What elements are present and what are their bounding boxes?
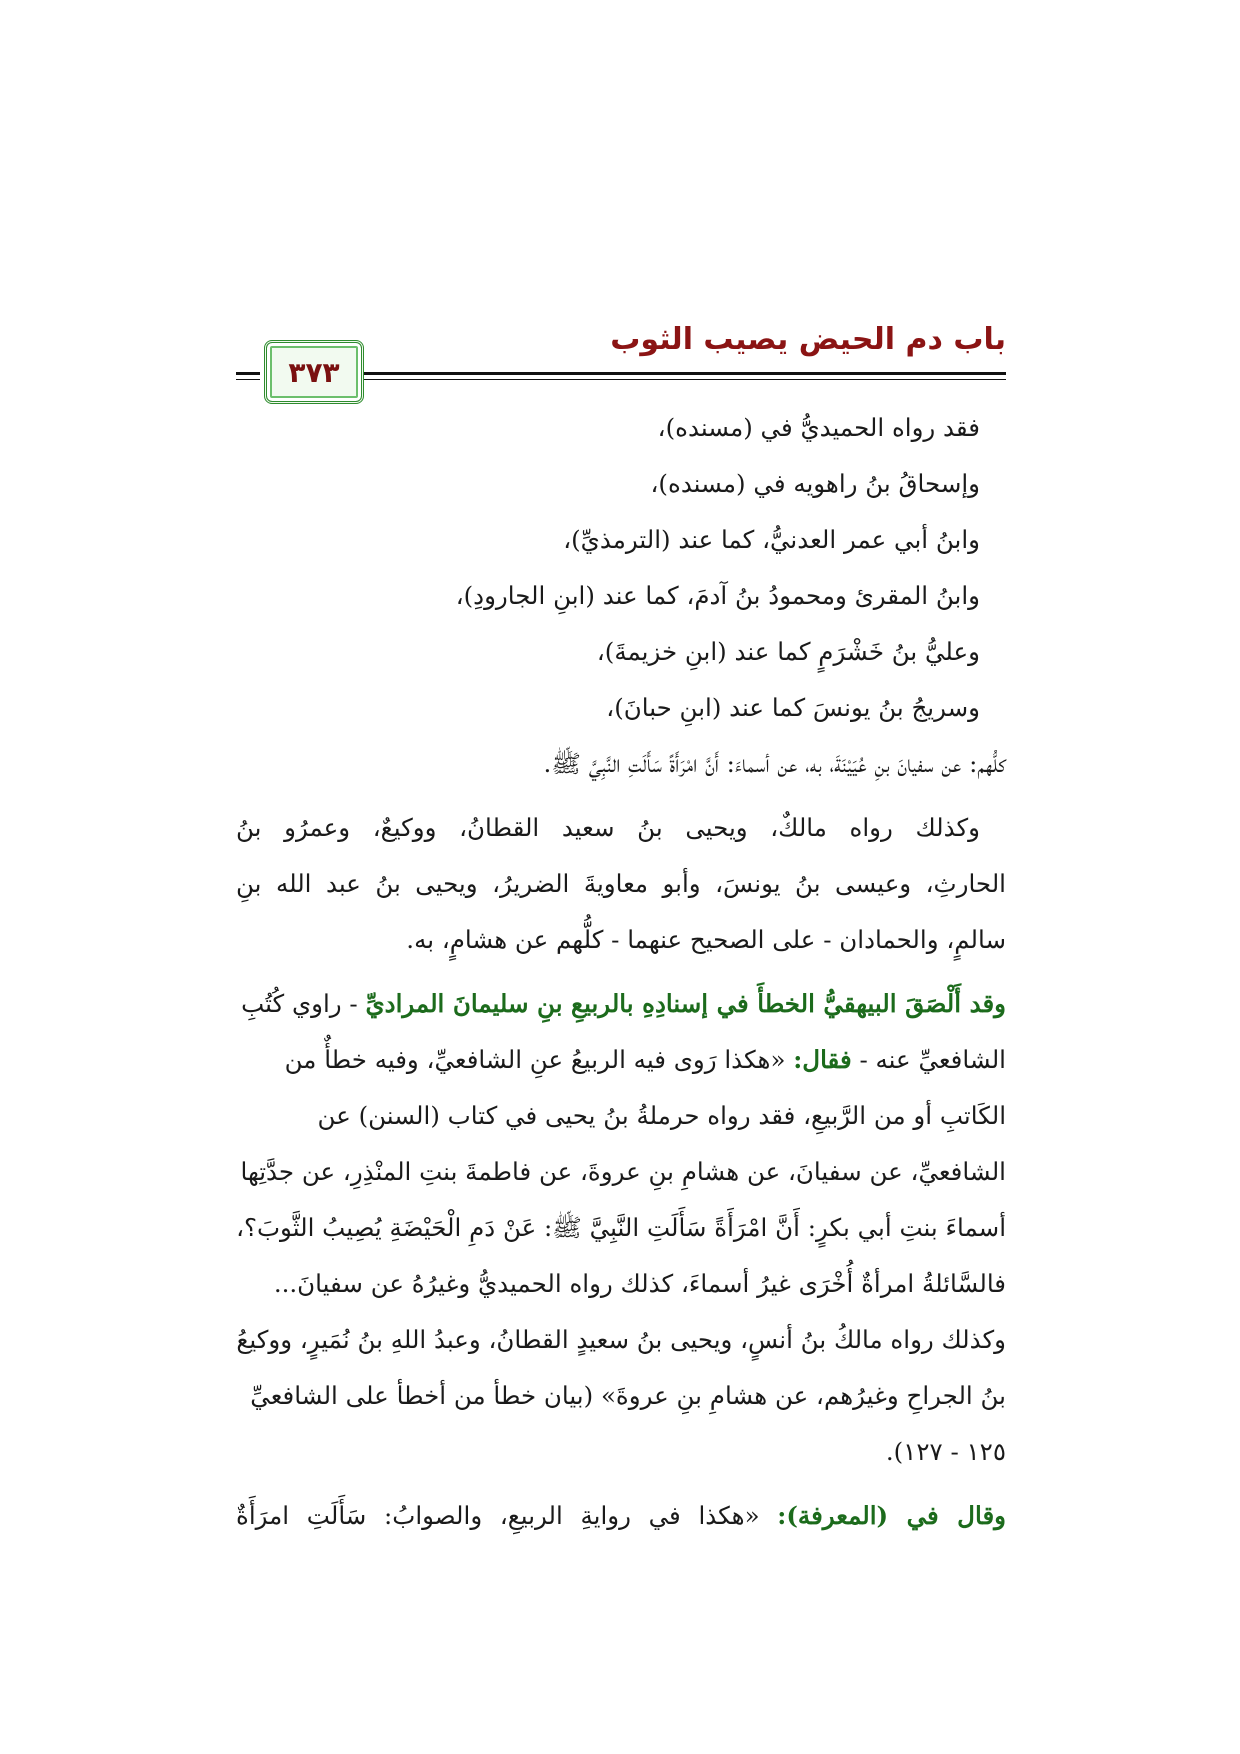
header-rule-left (236, 372, 260, 375)
text-line: كلُّهم: عن سفيانَ بنِ عُيَيْنَةَ، به، عن أسماءَ: أَنَّ امْرَأَةً سَأَلَتِ النَّبِيَّ ﷺ. (543, 749, 1006, 778)
text-line: الحارثِ، وعيسى بنُ يونسَ، وأبو معاويةَ الضريرُ، ويحيى بنُ عبد الله بنِ (236, 869, 1006, 898)
paragraph-text: «هكذا في روايةِ الربيعِ، والصوابُ: سَأَلَتِ امرَأَةٌ (236, 1501, 778, 1530)
header-rule-left-thin (236, 379, 260, 380)
text-line: وكذلك رواه مالكٌ، ويحيى بنُ سعيد القطانُ، ووكيعٌ، وعمرُو بنُ (236, 813, 980, 842)
header-rule-right (364, 372, 1006, 375)
page-body (236, 400, 1006, 1544)
page-header (236, 318, 1006, 389)
text-line: وابنُ المقرئ ومحمودُ بنُ آدمَ، كما عند (ابنِ الجارودِ)، (455, 581, 980, 610)
chapter-title: باب دم الحيض يصيب الثوب (610, 322, 1006, 357)
paragraph-text: «هكذا رَوى فيه الربيعُ عنِ الشافعيِّ، وفيه خطأٌ من الكَاتبِ أو من الرَّبيعِ، فقد رواه حرملةُ بنُ يحيى في كتاب (السنن) عن الشافعيِّ، عن سفيانَ، عن هشامِ بنِ عروةَ، عن فاطمةَ بنتِ المنْذِرِ، عن جدَّتِها أسماءَ بنتِ أبي بكرٍ: أَنَّ امْرَأَةً سَأَلَتِ النَّبِيَّ ﷺ: عَنْ دَمِ الْحَيْضَةِ يُصِيبُ الثَّوبَ؟، فالسَّائلةُ امرأةٌ أُخْرَى غيرُ أسماءَ، كذلك رواه الحميديُّ وغيرُهُ عن سفيانَ... وكذلك رواه مالكُ بنُ أنسٍ، ويحيى بنُ سعيدٍ القطانُ، وعبدُ اللهِ بنُ نُمَيرٍ، ووكيعُ بنُ الجراحِ وغيرُهم، عن هشامِ بنِ عروةَ» (بيان خطأ من أخطأ على الشافعيِّ ١٢٥ - ١٢٧). (236, 1045, 1006, 1466)
highlighted-text: وقد أَلْصَقَ البيهقيُّ الخطأَ في إسنادِهِ بالربيعِ بنِ سليمانَ المراديِّ (365, 989, 1006, 1018)
text-line: سالمٍ، والحمادان - على الصحيح عنهما - كلُّهم عن هشامٍ، به. (406, 925, 1006, 954)
page-number: ٣٧٣ (288, 355, 340, 389)
text-line: فقد رواه الحميديُّ في (مسنده)، (657, 413, 980, 442)
highlighted-text: وقال في (المعرفة): (777, 1501, 1006, 1530)
text-line: وابنُ أبي عمر العدنيُّ، كما عند (الترمذيِّ)، (563, 525, 980, 554)
highlighted-text: فقال: (793, 1045, 852, 1074)
text-line: وسريجُ بنُ يونسَ كما عند (ابنِ حبانَ)، (606, 693, 980, 722)
paragraph-marifa (236, 1488, 1006, 1544)
text-line: وإسحاقُ بنُ راهويه في (مسنده)، (650, 469, 980, 498)
paragraph-text: - راوي كُتُبِ الشافعيِّ عنه - (241, 989, 1006, 1074)
paragraph-bayhaqi (236, 976, 1006, 1480)
text-line: وعليُّ بنُ خَشْرَمٍ كما عند (ابنِ خزيمةَ)، (596, 637, 980, 666)
header-rule-right-thin (364, 379, 1006, 380)
page-number-badge (264, 340, 364, 404)
